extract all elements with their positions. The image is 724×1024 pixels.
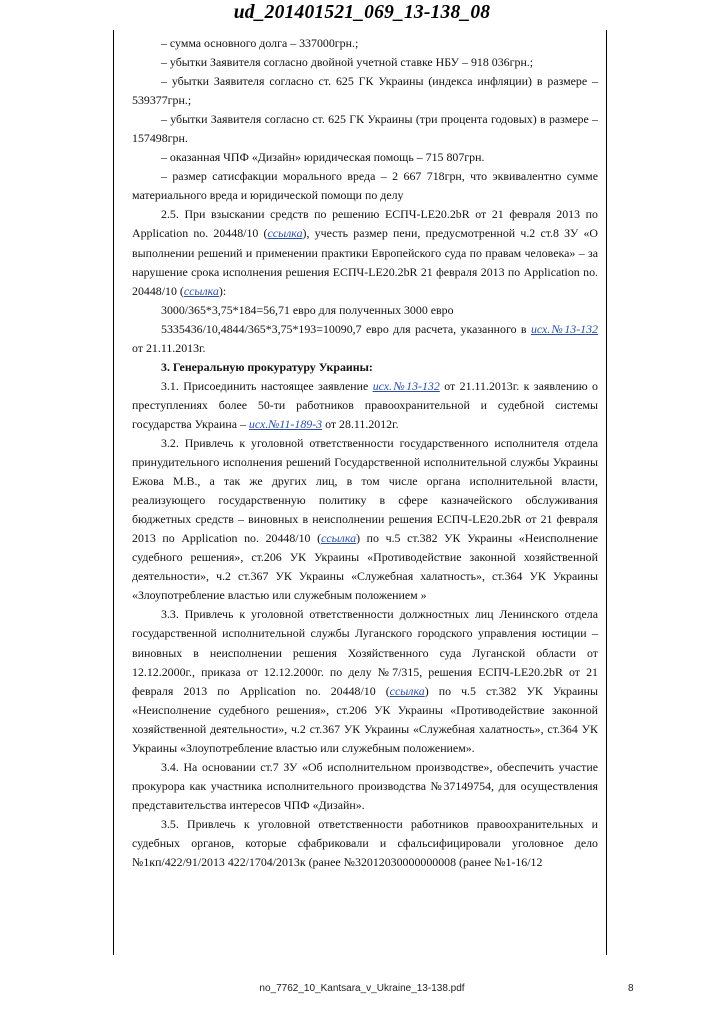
footer-filename: no_7762_10_Kantsara_v_Ukraine_13-138.pdf [259,983,465,994]
paragraph [132,148,598,167]
paragraph-text: от 28.11.2012г. [322,416,399,431]
paragraph-text: 2.5. При взыскании средств по решению ЕСПЧ-LE20.2bR от 21 февраля 2013 по Application no. 20448/10 ( [132,207,598,241]
reference-link[interactable]: ссылка [321,531,357,546]
paragraph-text: – размер сатисфакции морального вреда – 2 667 718грн, что эквивалентно сумме материального вреда и юридической помощи по делу [132,169,598,203]
paragraph [132,605,598,757]
paragraph [132,34,598,53]
reference-link[interactable]: ссылка [183,283,219,298]
paragraph-text: 3.5. Привлечь к уголовной ответственности работников правоохранительных и судебных органов, которые сфабриковали и сфальсифицировали уголовное дело №1кп/422/91/2013 422/1704/2013к (ранее №32012030000000008 (ранее №1-16/12 [132,816,598,870]
reference-link[interactable]: исх.№13-132 [372,378,440,393]
reference-link[interactable]: исх.№13-132 [530,321,598,336]
paragraph-text: от 21.11.2013г. [132,340,206,355]
document-body [132,34,598,872]
paragraph-text: 3.2. Привлечь к уголовной ответственности государственного исполнителя отдела принудительного исполнения решений Государственной исполнительной службы Украины Ежова М.В., а так же других лиц, в том числе органа исполнительной власти, реализующего государственную политику в сфере казначейского обслуживания бюджетных средств – виновных в неисполнении решения ЕСПЧ-LE20.2bR от 21 февраля 2013 по Application no. 20448/10 ( [132,435,598,546]
paragraph-text: ), учесть размер пени, предусмотренной ч.2 ст.8 ЗУ «О выполнении решений и применении практики Европейского суда по правам человека» – за нарушение срока исполнения решения ЕСПЧ-LE20.2bR 21 февраля 2013 по Application no. 20448/10 ( [132,226,598,298]
paragraph [132,167,598,205]
paragraph-text: 3000/365*3,75*184=56,71 евро для полученных 3000 евро [161,302,454,317]
paragraph-text: от 21.11.2013г. к заявлению о преступлениях более 50-ти работников правоохранительной и судебной системы государства Украина – [132,378,598,431]
paragraph-text: 5335436/10,4844/365*3,75*193=10090,7 евро для расчета, указанного в [161,321,531,336]
paragraph-text: 3. Генеральную прокуратуру Украины: [161,359,373,374]
paragraph-text: ) по ч.5 ст.382 УК Украины «Неисполнение судебного решения», ст.206 УК Украины «Противодействие законной хозяйственной деятельности», ч.2 ст.367 УК Украины «Служебная халатность», ст.364 УК Украины «Злоупотребление властью или служебным положением » [132,531,598,603]
document-header-title: ud_201401521_069_13-138_08 [233,2,491,23]
paragraph [132,377,598,434]
paragraph-text: ): [218,283,227,298]
paragraph-text: ) по ч.5 ст.382 УК Украины «Неисполнение судебного решения», ст.206 УК Украины «Противодействие законной хозяйственной деятельности», ч.2 ст.367 УК Украины «Служебная халатность», ст.364 УК Украины «Злоупотребление властью или служебным положением». [132,683,598,755]
reference-link[interactable]: ссылка [389,683,425,698]
reference-link[interactable]: ссылка [267,226,303,241]
paragraph [132,320,598,358]
paragraph-text: – оказанная ЧПФ «Дизайн» юридическая помощь – 715 807грн. [161,150,485,165]
paragraph-text: 3.1. Присоединить настоящее заявление [161,378,373,393]
paragraph-text: – сумма основного долга – 337000грн.; [161,36,359,50]
paragraph [132,301,598,320]
paragraph-text: – убытки Заявителя согласно двойной учетной ставке НБУ – 918 036грн.; [161,55,534,70]
paragraph [132,815,598,872]
paragraph [132,758,598,815]
reference-link[interactable]: исх.№11-189-3 [248,416,323,431]
paragraph-text: 3.4. На основании ст.7 ЗУ «Об исполнительном производстве», обеспечить участие прокурора как участника исполнительного производства №37149754, для осуществления представительства интересов ЧПФ «Дизайн». [132,759,598,812]
paragraph [132,434,598,605]
paragraph [132,110,598,148]
section-heading [132,358,598,377]
footer-page-number: 8 [628,983,634,994]
paragraph-text: – убытки Заявителя согласно ст. 625 ГК Украины (индекса инфляции) в размере – 539377грн.; [132,74,598,108]
paragraph [132,205,598,300]
paragraph [132,72,598,110]
paragraph [132,53,598,72]
paragraph-text: 3.3. Привлечь к уголовной ответственности должностных лиц Ленинского отдела государственной исполнительной службы Луганского городского управления юстиции – виновных в неисполнении решения Хозяйственного суда Луганской области от 12.12.2000г., приказа от 12.12.2000г. по делу №7/315, решения ЕСПЧ-LE20.2bR от 21 февраля 2013 по Application no. 20448/10 ( [132,607,598,698]
paragraph-text: – убытки Заявителя согласно ст. 625 ГК Украины (три процента годовых) в размере – 157498грн. [132,112,598,146]
